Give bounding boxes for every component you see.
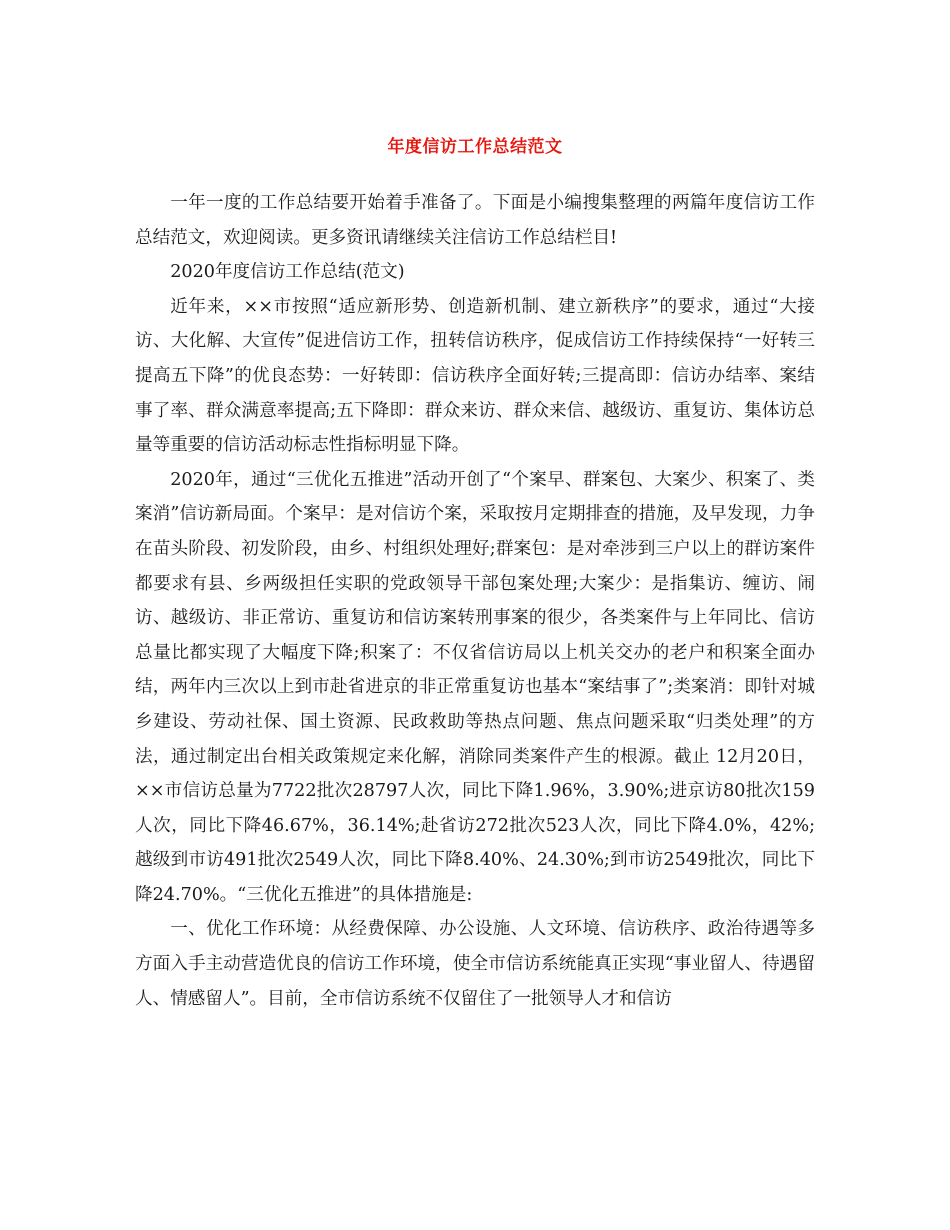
paragraph-2020-results: 2020年，通过“三优化五推进”活动开创了“个案早、群案包、大案少、积案了、类案消”信访新局面。个案早：是对信访个案，采取按月定期排查的措施，及早发现，力争在苗头阶段、初发阶段，由乡、村组织处理好;群案包：是对牵涉到三户以上的群访案件都要求有县、乡两级担任实职的党政领导干部包案处理;大案少：是指集访、缠访、闹访、越级访、非正常访、重复访和信访案转刑事案的很少，各类案件与上年同比、信访总量比都实现了大幅度下降;积案了：不仅省信访局以上机关交办的老户和积案全面办结，两年内三次以上到市赴省进京的非正常重复访也基本“案结事了”;类案消：即针对城乡建设、劳动社保、国土资源、民政救助等热点问题、焦点问题采取“归类处理”的方法，通过制定出台相关政策规定来化解，消除同类案件产生的根源。截止 12月20日，××市信访总量为7722批次28797人次，同比下降1.96%，3.90%;进京访80批次159人次，同比下降46.67%，36.14%;赴省访272批次523人次，同比下降4.0%，42%;越级到市访491批次2549人次，同比下降8.40%、24.30%;到市访2549批次，同比下降24.70%。“三优化五推进”的具体措施是:	[135, 469, 815, 905]
paragraph-subtitle: 2020年度信访工作总结(范文)	[170, 262, 405, 283]
paragraph-overview: 近年来，××市按照“适应新形势、创造新机制、建立新秩序”的要求，通过“大接访、大化解、大宣传”促进信访工作，扭转信访秩序，促成信访工作持续保持“一好转三提高五下降”的优良态势：一好转即：信访秩序全面好转;三提高即：信访办结率、案结事了率、群众满意率提高;五下降即：群众来访、群众来信、越级访、重复访、集体访总量等重要的信访活动标志性指标明显下降。	[135, 296, 815, 456]
paragraph-intro: 一年一度的工作总结要开始着手准备了。下面是小编搜集整理的两篇年度信访工作总结范文，欢迎阅读。更多资讯请继续关注信访工作总结栏目!	[135, 193, 815, 248]
document-title: 年度信访工作总结范文	[387, 137, 563, 158]
paragraph-measure-one: 一、优化工作环境：从经费保障、办公设施、人文环境、信访秩序、政治待遇等多方面入手主动营造优良的信访工作环境，使全市信访系统能真正实现“事业留人、待遇留人、情感留人”。目前，全市信访系统不仅留住了一批领导人才和信访	[135, 919, 815, 1009]
document-body	[135, 186, 815, 1016]
